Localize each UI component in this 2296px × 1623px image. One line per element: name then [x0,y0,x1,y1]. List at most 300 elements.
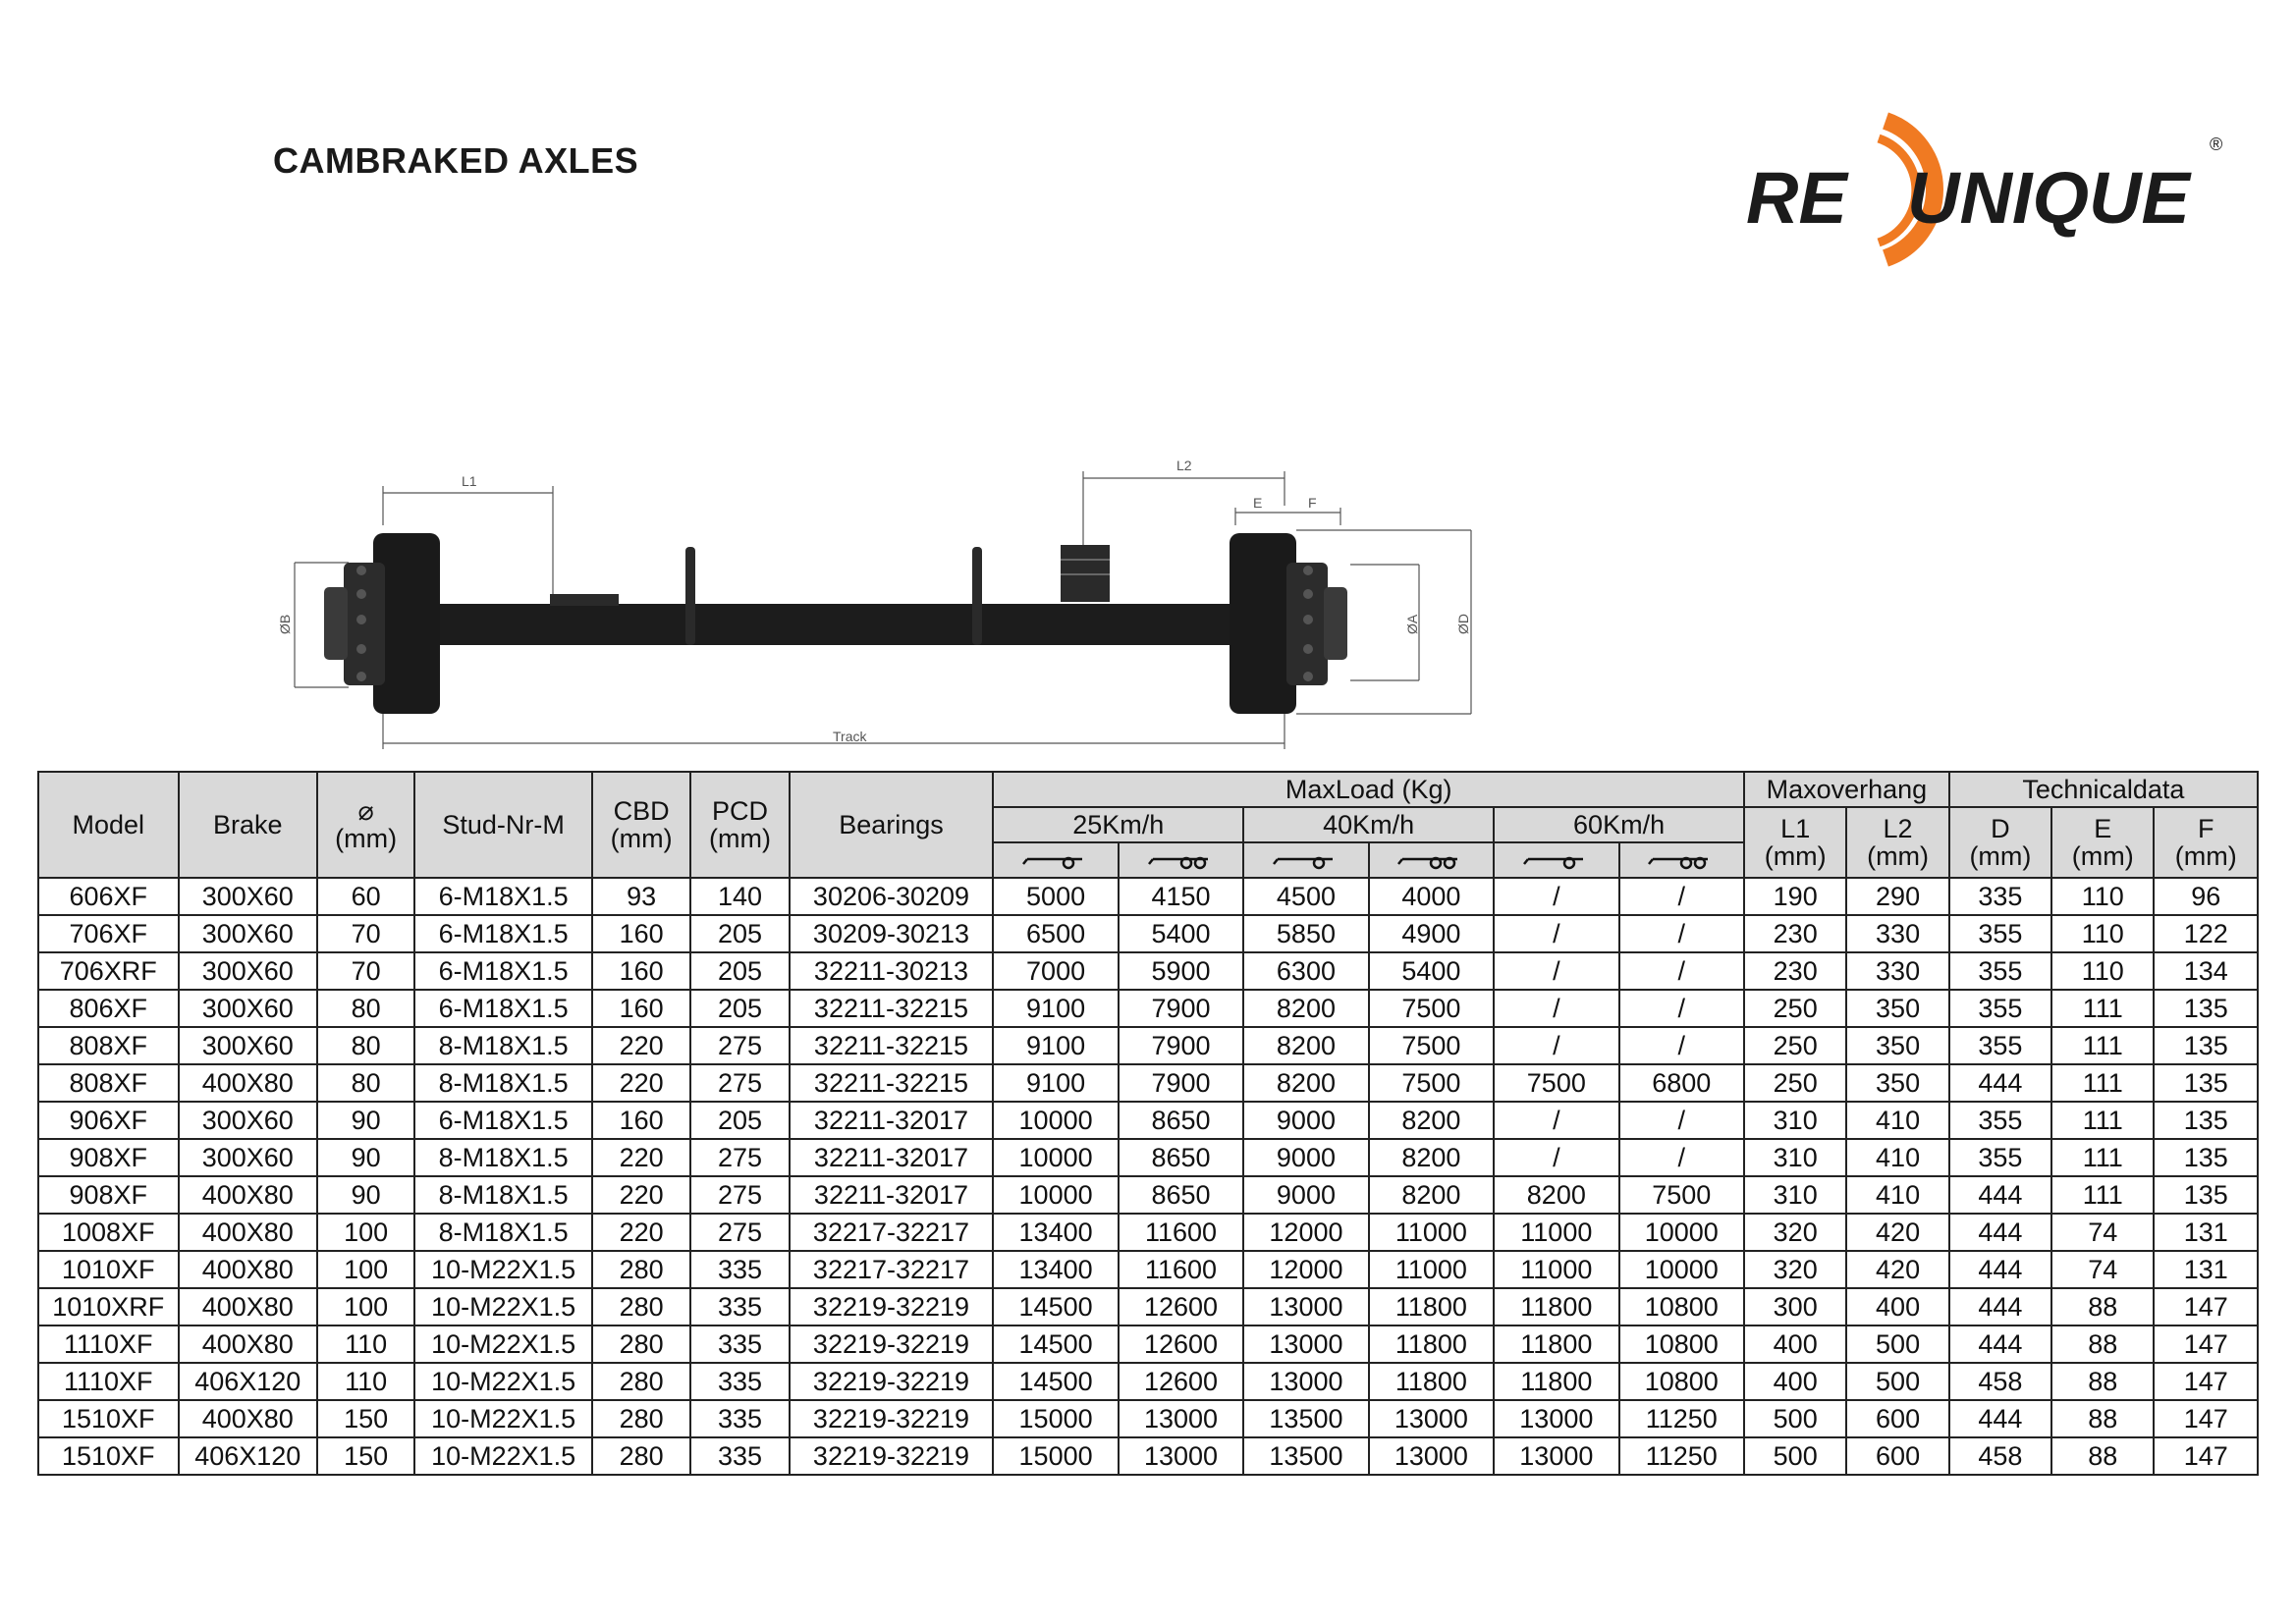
table-cell: 7900 [1119,1064,1243,1102]
table-cell: 400X80 [179,1400,317,1437]
table-cell: 80 [317,1027,414,1064]
header-f-label: F [2197,813,2214,843]
table-cell: 13000 [1243,1325,1368,1363]
table-cell: 335 [1949,878,2051,915]
table-cell: 444 [1949,1288,2051,1325]
header-cbd [592,772,690,878]
table-cell: 600 [1846,1400,1948,1437]
table-header [38,772,2258,878]
table-cell: 310 [1744,1139,1846,1176]
header-e-label: E [2094,813,2112,843]
table-cell: / [1619,952,1744,990]
header-trailer-type [993,842,1118,878]
table-cell: 320 [1744,1251,1846,1288]
table-cell: 11000 [1369,1214,1494,1251]
table-cell: 13400 [993,1214,1118,1251]
table-cell: / [1494,1027,1618,1064]
table-cell: 11800 [1369,1325,1494,1363]
table-cell: 32219-32219 [790,1363,994,1400]
table-cell: 444 [1949,1325,2051,1363]
header-trailer-type [1494,842,1618,878]
header-pcd-label: PCD [711,795,768,826]
table-cell: 147 [2154,1288,2258,1325]
single-axle-trailer-icon [1272,850,1340,870]
table-row [38,1437,2258,1475]
table-cell: 10000 [1619,1251,1744,1288]
table-cell: 220 [592,1214,690,1251]
table-cell: 8200 [1369,1102,1494,1139]
table-cell: 9100 [993,990,1118,1027]
table-cell: 355 [1949,990,2051,1027]
table-cell: 335 [690,1251,789,1288]
table-cell: 12000 [1243,1251,1368,1288]
table-cell: 32211-32017 [790,1102,994,1139]
table-cell: 9000 [1243,1176,1368,1214]
table-cell: 13500 [1243,1400,1368,1437]
table-cell: 11600 [1119,1214,1243,1251]
table-cell: 160 [592,915,690,952]
table-cell: 14500 [993,1325,1118,1363]
table-cell: 88 [2051,1325,2154,1363]
table-cell: 93 [592,878,690,915]
table-cell: 100 [317,1288,414,1325]
table-cell: 444 [1949,1251,2051,1288]
table-cell: 13000 [1369,1437,1494,1475]
table-cell: 110 [2051,878,2154,915]
table-cell: 6-M18X1.5 [414,1102,592,1139]
header-d-unit: (mm) [1969,841,2032,871]
table-cell: 13000 [1243,1288,1368,1325]
table-cell: 88 [2051,1400,2154,1437]
table-cell: 230 [1744,915,1846,952]
table-cell: 355 [1949,915,2051,952]
header-maxoverhang: Maxoverhang [1744,772,1949,807]
table-cell: 205 [690,915,789,952]
table-cell: 410 [1846,1176,1948,1214]
table-cell: 11000 [1494,1251,1618,1288]
table-cell: 1510XF [38,1400,179,1437]
table-cell: 32211-32215 [790,1064,994,1102]
table-cell: 4000 [1369,878,1494,915]
table-cell: 10-M22X1.5 [414,1437,592,1475]
table-cell: 10800 [1619,1288,1744,1325]
table-cell: 400 [1846,1288,1948,1325]
table-cell: 8-M18X1.5 [414,1027,592,1064]
table-cell: 10000 [993,1139,1118,1176]
table-cell: 70 [317,915,414,952]
table-cell: 355 [1949,1139,2051,1176]
table-cell: 458 [1949,1363,2051,1400]
table-cell: 122 [2154,915,2258,952]
table-cell: 96 [2154,878,2258,915]
header-trailer-type [1619,842,1744,878]
table-cell: 908XF [38,1176,179,1214]
table-cell: 600 [1846,1437,1948,1475]
label-track: Track [833,729,867,744]
table-cell: 400X80 [179,1064,317,1102]
header-d-label: D [1991,813,2010,843]
table-row [38,1176,2258,1214]
table-cell: 32211-32215 [790,990,994,1027]
registered-mark: ® [2210,135,2223,154]
table-row [38,1139,2258,1176]
header-stud: Stud-Nr-M [414,772,592,878]
table-cell: 400 [1744,1363,1846,1400]
table-cell: 140 [690,878,789,915]
axle-drawing-icon [265,447,1493,761]
table-cell: 10800 [1619,1325,1744,1363]
table-cell: / [1619,915,1744,952]
header-l1-unit: (mm) [1764,841,1827,871]
table-cell: 131 [2154,1214,2258,1251]
table-cell: 11800 [1494,1363,1618,1400]
table-cell: 300X60 [179,915,317,952]
table-cell: 10-M22X1.5 [414,1400,592,1437]
table-cell: 111 [2051,1064,2154,1102]
table-cell: 14500 [993,1363,1118,1400]
table-cell: 275 [690,1214,789,1251]
left-hub [344,563,385,685]
table-cell: 10000 [993,1176,1118,1214]
table-cell: 1008XF [38,1214,179,1251]
table-cell: 9100 [993,1064,1118,1102]
table-cell: 7900 [1119,990,1243,1027]
table-cell: 250 [1744,1027,1846,1064]
table-cell: 11800 [1369,1288,1494,1325]
table-cell: 410 [1846,1139,1948,1176]
table-cell: 32219-32219 [790,1325,994,1363]
table-cell: 706XF [38,915,179,952]
table-cell: 320 [1744,1214,1846,1251]
table-cell: 6300 [1243,952,1368,990]
table-row [38,1027,2258,1064]
table-cell: 11800 [1369,1363,1494,1400]
table-cell: 10-M22X1.5 [414,1325,592,1363]
table-cell: 13000 [1369,1400,1494,1437]
table-cell: 205 [690,952,789,990]
table-cell: 88 [2051,1288,2154,1325]
table-cell: 275 [690,1139,789,1176]
single-axle-trailer-icon [1021,850,1090,870]
table-cell: 7500 [1369,990,1494,1027]
label-e: E [1253,495,1263,511]
table-cell: / [1494,990,1618,1027]
header-trailer-type [1243,842,1368,878]
table-body [38,878,2258,1475]
table-cell: / [1619,990,1744,1027]
table-cell: 32211-32215 [790,1027,994,1064]
table-cell: 8-M18X1.5 [414,1214,592,1251]
header-f-unit: (mm) [2174,841,2237,871]
table-cell: 12600 [1119,1325,1243,1363]
table-cell: 13000 [1243,1363,1368,1400]
table-cell: 406X120 [179,1363,317,1400]
logo-text-right: UNIQUE [1907,157,2190,239]
table-cell: 13400 [993,1251,1118,1288]
table-cell: 335 [690,1437,789,1475]
logo-text-left: RE [1746,157,1847,239]
table-cell: 32219-32219 [790,1288,994,1325]
axle-beam [432,604,1237,645]
header-l2-label: L2 [1883,813,1913,843]
table-cell: 160 [592,1102,690,1139]
table-cell: / [1619,1102,1744,1139]
table-row [38,1102,2258,1139]
table-cell: 7500 [1369,1064,1494,1102]
table-cell: 135 [2154,1064,2258,1102]
header-e [2051,807,2154,878]
table-cell: 6500 [993,915,1118,952]
table-cell: 6-M18X1.5 [414,915,592,952]
table-cell: 60 [317,878,414,915]
table-cell: 1110XF [38,1325,179,1363]
table-cell: 5900 [1119,952,1243,990]
table-cell: 330 [1846,915,1948,952]
table-cell: 400X80 [179,1214,317,1251]
table-cell: 6800 [1619,1064,1744,1102]
label-l1: L1 [462,473,477,489]
table-cell: 420 [1846,1251,1948,1288]
table-cell: 150 [317,1400,414,1437]
table-cell: 220 [592,1064,690,1102]
label-l2: L2 [1176,458,1192,473]
table-cell: 350 [1846,1064,1948,1102]
table-cell: 70 [317,952,414,990]
table-cell: 90 [317,1102,414,1139]
header-technical: Technicaldata [1949,772,2258,807]
table-row [38,1251,2258,1288]
table-cell: 74 [2051,1251,2154,1288]
table-cell: 458 [1949,1437,2051,1475]
table-cell: 275 [690,1176,789,1214]
table-row [38,1288,2258,1325]
table-cell: 444 [1949,1400,2051,1437]
tandem-axle-trailer-icon [1147,850,1216,870]
table-cell: 90 [317,1139,414,1176]
table-cell: 11250 [1619,1400,1744,1437]
table-cell: 9100 [993,1027,1118,1064]
table-cell: 400 [1744,1325,1846,1363]
table-cell: 11600 [1119,1251,1243,1288]
table-cell: 32211-32017 [790,1139,994,1176]
table-cell: 8200 [1369,1176,1494,1214]
table-cell: 7500 [1369,1027,1494,1064]
table-cell: 13500 [1243,1437,1368,1475]
table-cell: 7000 [993,952,1118,990]
table-cell: 8200 [1243,1027,1368,1064]
header-brake: Brake [179,772,317,878]
table-cell: / [1619,878,1744,915]
header-speed-40: 40Km/h [1243,807,1494,842]
table-cell: 32219-32219 [790,1437,994,1475]
table-cell: 13000 [1494,1400,1618,1437]
header-speed-60: 60Km/h [1494,807,1744,842]
table-cell: 220 [592,1176,690,1214]
table-cell: 300X60 [179,1102,317,1139]
header-pcd [690,772,789,878]
table-cell: 7900 [1119,1027,1243,1064]
table-cell: 9000 [1243,1102,1368,1139]
tandem-axle-trailer-icon [1647,850,1716,870]
table-cell: 300 [1744,1288,1846,1325]
table-cell: 280 [592,1325,690,1363]
table-cell: / [1494,878,1618,915]
table-cell: 220 [592,1139,690,1176]
single-axle-trailer-icon [1522,850,1591,870]
table-cell: 6-M18X1.5 [414,990,592,1027]
label-f: F [1308,495,1317,511]
table-cell: 11250 [1619,1437,1744,1475]
header-l1 [1744,807,1846,878]
header-trailer-type [1119,842,1243,878]
table-cell: 135 [2154,1027,2258,1064]
table-row [38,878,2258,915]
table-cell: 335 [690,1363,789,1400]
table-cell: 15000 [993,1400,1118,1437]
header-diameter-unit: (mm) [335,824,398,853]
table-cell: 147 [2154,1437,2258,1475]
table-cell: / [1494,915,1618,952]
table-cell: 12600 [1119,1363,1243,1400]
table-cell: 275 [690,1064,789,1102]
table-cell: 74 [2051,1214,2154,1251]
table-cell: 6-M18X1.5 [414,952,592,990]
header-trailer-type [1369,842,1494,878]
table-cell: 1010XF [38,1251,179,1288]
header-cbd-unit: (mm) [610,824,673,853]
table-cell: 8650 [1119,1102,1243,1139]
table-cell: 8-M18X1.5 [414,1176,592,1214]
table-cell: 8200 [1243,990,1368,1027]
table-cell: 400X80 [179,1325,317,1363]
table-cell: 444 [1949,1214,2051,1251]
table-cell: 400X80 [179,1288,317,1325]
header-diameter [317,772,414,878]
table-cell: 111 [2051,990,2154,1027]
table-cell: 8650 [1119,1176,1243,1214]
table-cell: 906XF [38,1102,179,1139]
table-cell: 706XRF [38,952,179,990]
table-cell: 5000 [993,878,1118,915]
table-cell: 280 [592,1400,690,1437]
table-cell: 8200 [1494,1176,1618,1214]
table-row [38,990,2258,1027]
table-cell: 230 [1744,952,1846,990]
table-cell: 13000 [1119,1400,1243,1437]
table-cell: 350 [1846,990,1948,1027]
table-cell: 12000 [1243,1214,1368,1251]
table-cell: 134 [2154,952,2258,990]
table-cell: / [1494,1139,1618,1176]
table-cell: 9000 [1243,1139,1368,1176]
label-dia-a: ØA [1404,614,1420,634]
table-cell: 160 [592,990,690,1027]
table-cell: 5400 [1369,952,1494,990]
table-row [38,1400,2258,1437]
header-l2 [1846,807,1948,878]
table-cell: 15000 [993,1437,1118,1475]
table-cell: 350 [1846,1027,1948,1064]
table-cell: 8650 [1119,1139,1243,1176]
table-cell: 111 [2051,1102,2154,1139]
table-cell: 1010XRF [38,1288,179,1325]
table-cell: 13000 [1119,1437,1243,1475]
table-cell: 10000 [1619,1214,1744,1251]
page-title: CAMBRAKED AXLES [273,140,639,181]
table-cell: 10800 [1619,1363,1744,1400]
table-cell: 500 [1846,1325,1948,1363]
table-cell: 90 [317,1176,414,1214]
table-cell: 808XF [38,1027,179,1064]
table-cell: 147 [2154,1400,2258,1437]
table-cell: 160 [592,952,690,990]
table-cell: / [1619,1139,1744,1176]
table-cell: 806XF [38,990,179,1027]
table-cell: 100 [317,1214,414,1251]
table-cell: 280 [592,1251,690,1288]
table-cell: 111 [2051,1139,2154,1176]
table-cell: 10-M22X1.5 [414,1363,592,1400]
table-cell: 110 [2051,952,2154,990]
table-cell: 300X60 [179,878,317,915]
table-cell: 335 [690,1325,789,1363]
table-cell: 13000 [1494,1437,1618,1475]
table-cell: 908XF [38,1139,179,1176]
table-cell: 32219-32219 [790,1400,994,1437]
table-cell: 110 [317,1325,414,1363]
table-cell: 4900 [1369,915,1494,952]
table-cell: 11800 [1494,1288,1618,1325]
table-cell: 80 [317,990,414,1027]
table-cell: 80 [317,1064,414,1102]
table-cell: 275 [690,1027,789,1064]
table-row [38,1363,2258,1400]
header-pcd-unit: (mm) [708,824,771,853]
table-cell: 88 [2051,1437,2154,1475]
table-cell: 606XF [38,878,179,915]
diameter-icon: ⌀ [357,795,374,826]
table-cell: 5400 [1119,915,1243,952]
table-cell: 30209-30213 [790,915,994,952]
header-f [2154,807,2258,878]
table-cell: 88 [2051,1363,2154,1400]
table-cell: 335 [690,1400,789,1437]
table-cell: 355 [1949,952,2051,990]
table-cell: 355 [1949,1102,2051,1139]
table-row [38,1064,2258,1102]
table-cell: 32211-30213 [790,952,994,990]
table-cell: 400X80 [179,1251,317,1288]
table-cell: 131 [2154,1251,2258,1288]
table-row [38,1214,2258,1251]
table-cell: 300X60 [179,1139,317,1176]
table-cell: 32211-32017 [790,1176,994,1214]
tandem-axle-trailer-icon [1396,850,1465,870]
table-cell: 205 [690,990,789,1027]
table-cell: 250 [1744,990,1846,1027]
table-cell: 10-M22X1.5 [414,1288,592,1325]
table-cell: 250 [1744,1064,1846,1102]
label-dia-b: ØB [277,614,293,634]
table-cell: 8200 [1243,1064,1368,1102]
table-cell: 406X120 [179,1437,317,1475]
table-cell: 355 [1949,1027,2051,1064]
table-cell: 6-M18X1.5 [414,878,592,915]
header-model: Model [38,772,179,878]
table-cell: 410 [1846,1102,1948,1139]
table-cell: 310 [1744,1176,1846,1214]
table-cell: 300X60 [179,990,317,1027]
